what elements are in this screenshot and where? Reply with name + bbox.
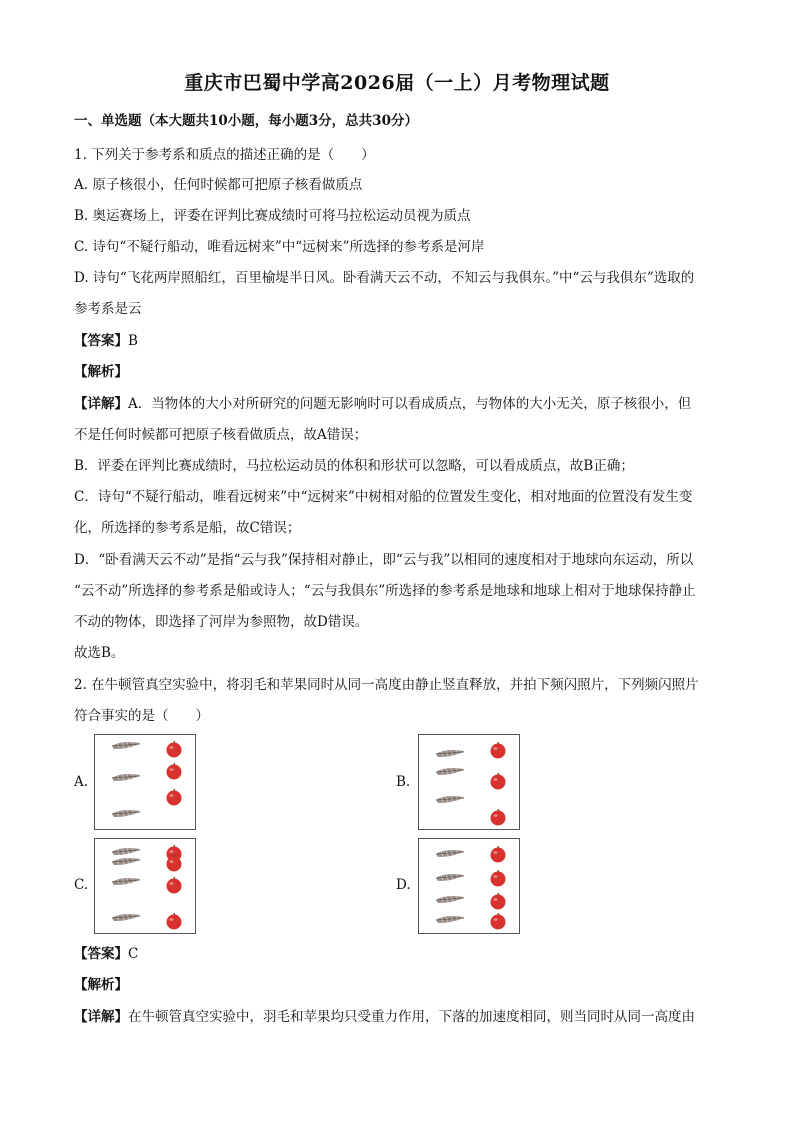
q2-option-d-label: D. <box>396 877 411 893</box>
q2-option-b-photo <box>418 734 520 830</box>
feather-icon <box>111 911 141 923</box>
answer-tag: 【答案】 <box>74 333 128 349</box>
apple-icon <box>165 875 183 894</box>
answer-tag: 【答案】 <box>74 946 128 962</box>
answer-value: C <box>128 946 139 962</box>
q1-detail-line4: C．诗句“不疑行船动，唯看远树来”中“远树来”中树相对船的位置发生变化，相对地面的位置没有发生变 <box>74 489 693 505</box>
apple-icon <box>489 911 507 930</box>
q2-analysis-tag: 【解析】 <box>74 977 128 993</box>
q1-analysis-tag: 【解析】 <box>74 364 128 380</box>
q1-detail-line2: 不是任何时候都可把原子核看做质点，故A错误； <box>74 427 368 443</box>
q1-detail-line7: “云不动”所选择的参考系是船或诗人；“云与我俱东”所选择的参考系是地球和地球上相对于地球保持静止 <box>74 583 696 599</box>
answer-value: B <box>128 333 138 349</box>
q1-detail-line6: D．“卧看满天云不动”是指“云与我”保持相对静止，即“云与我”以相同的速度相对于地球向东运动，所以 <box>74 552 694 568</box>
apple-icon <box>165 787 183 806</box>
apple-icon <box>165 739 183 758</box>
apple-icon <box>489 844 507 863</box>
feather-icon <box>111 855 141 867</box>
q1-detail-line5: 化，所选择的参考系是船，故C错误； <box>74 520 301 536</box>
q1-answer <box>74 332 138 350</box>
apple-icon <box>165 761 183 780</box>
q2-stem-line1: 2. 在牛顿管真空实验中，将羽毛和苹果同时从同一高度由静止竖直释放，并拍下频闪照片，下列频闪照片 <box>74 677 699 693</box>
q1-detail-line3: B．评委在评判比赛成绩时，马拉松运动员的体积和形状可以忽略，可以看成质点，故B正确； <box>74 458 634 474</box>
apple-icon <box>489 740 507 759</box>
feather-icon <box>435 793 465 805</box>
q2-option-b-label: B. <box>396 774 411 790</box>
q2-option-c-photo <box>94 838 196 934</box>
q1-option-d-line2: 参考系是云 <box>74 301 142 317</box>
apple-icon <box>489 771 507 790</box>
page-title: 重庆市巴蜀中学高2026届（一上）月考物理试题 <box>184 72 610 94</box>
q1-option-c: C. 诗句“不疑行船动，唯看远树来”中“远树来”所选择的参考系是河岸 <box>74 239 485 255</box>
q1-option-d-line1: D. 诗句“飞花两岸照船红，百里榆堤半日风。卧看满天云不动，不知云与我俱东。”中“云与我俱东”选取的 <box>74 270 695 286</box>
q2-answer <box>74 945 138 963</box>
q1-option-a: A. 原子核很小，任何时候都可把原子核看做质点 <box>74 177 363 193</box>
apple-icon <box>489 868 507 887</box>
feather-icon <box>111 771 141 783</box>
feather-icon <box>111 807 141 819</box>
feather-icon <box>435 847 465 859</box>
q1-detail-line1: 【详解】A．当物体的大小对所研究的问题无影响时可以看成质点，与物体的大小无关，原子核很小，但 <box>74 396 692 412</box>
q1-stem: 1. 下列关于参考系和质点的描述正确的是（ ） <box>74 147 375 163</box>
q2-option-c-label: C. <box>74 877 89 893</box>
feather-icon <box>435 871 465 883</box>
q1-detail-line8: 不动的物体，即选择了河岸为参照物，故D错误。 <box>74 614 369 630</box>
apple-icon <box>165 853 183 872</box>
q2-option-a-label: A. <box>74 774 89 790</box>
detail-tag: 【详解】 <box>74 396 128 412</box>
section-heading: 一、单选题（本大题共10小题，每小题3分，总共30分） <box>74 113 418 129</box>
q1-conclusion: 故选B。 <box>74 645 125 661</box>
q2-detail-line1: 【详解】在牛顿管真空实验中，羽毛和苹果均只受重力作用，下落的加速度相同，则当同时从同一高度由 <box>74 1009 695 1025</box>
feather-icon <box>111 739 141 751</box>
apple-icon <box>489 891 507 910</box>
detail-tag: 【详解】 <box>74 1009 128 1025</box>
feather-icon <box>435 747 465 759</box>
feather-icon <box>435 913 465 925</box>
apple-icon <box>165 911 183 930</box>
apple-icon <box>489 807 507 826</box>
feather-icon <box>435 765 465 777</box>
feather-icon <box>435 893 465 905</box>
q1-option-b: B. 奥运赛场上，评委在评判比赛成绩时可将马拉松运动员视为质点 <box>74 208 471 224</box>
q2-stem-line2: 符合事实的是（ ） <box>74 708 209 724</box>
feather-icon <box>111 875 141 887</box>
q2-option-a-photo <box>94 734 196 830</box>
q2-option-d-photo <box>418 838 520 934</box>
